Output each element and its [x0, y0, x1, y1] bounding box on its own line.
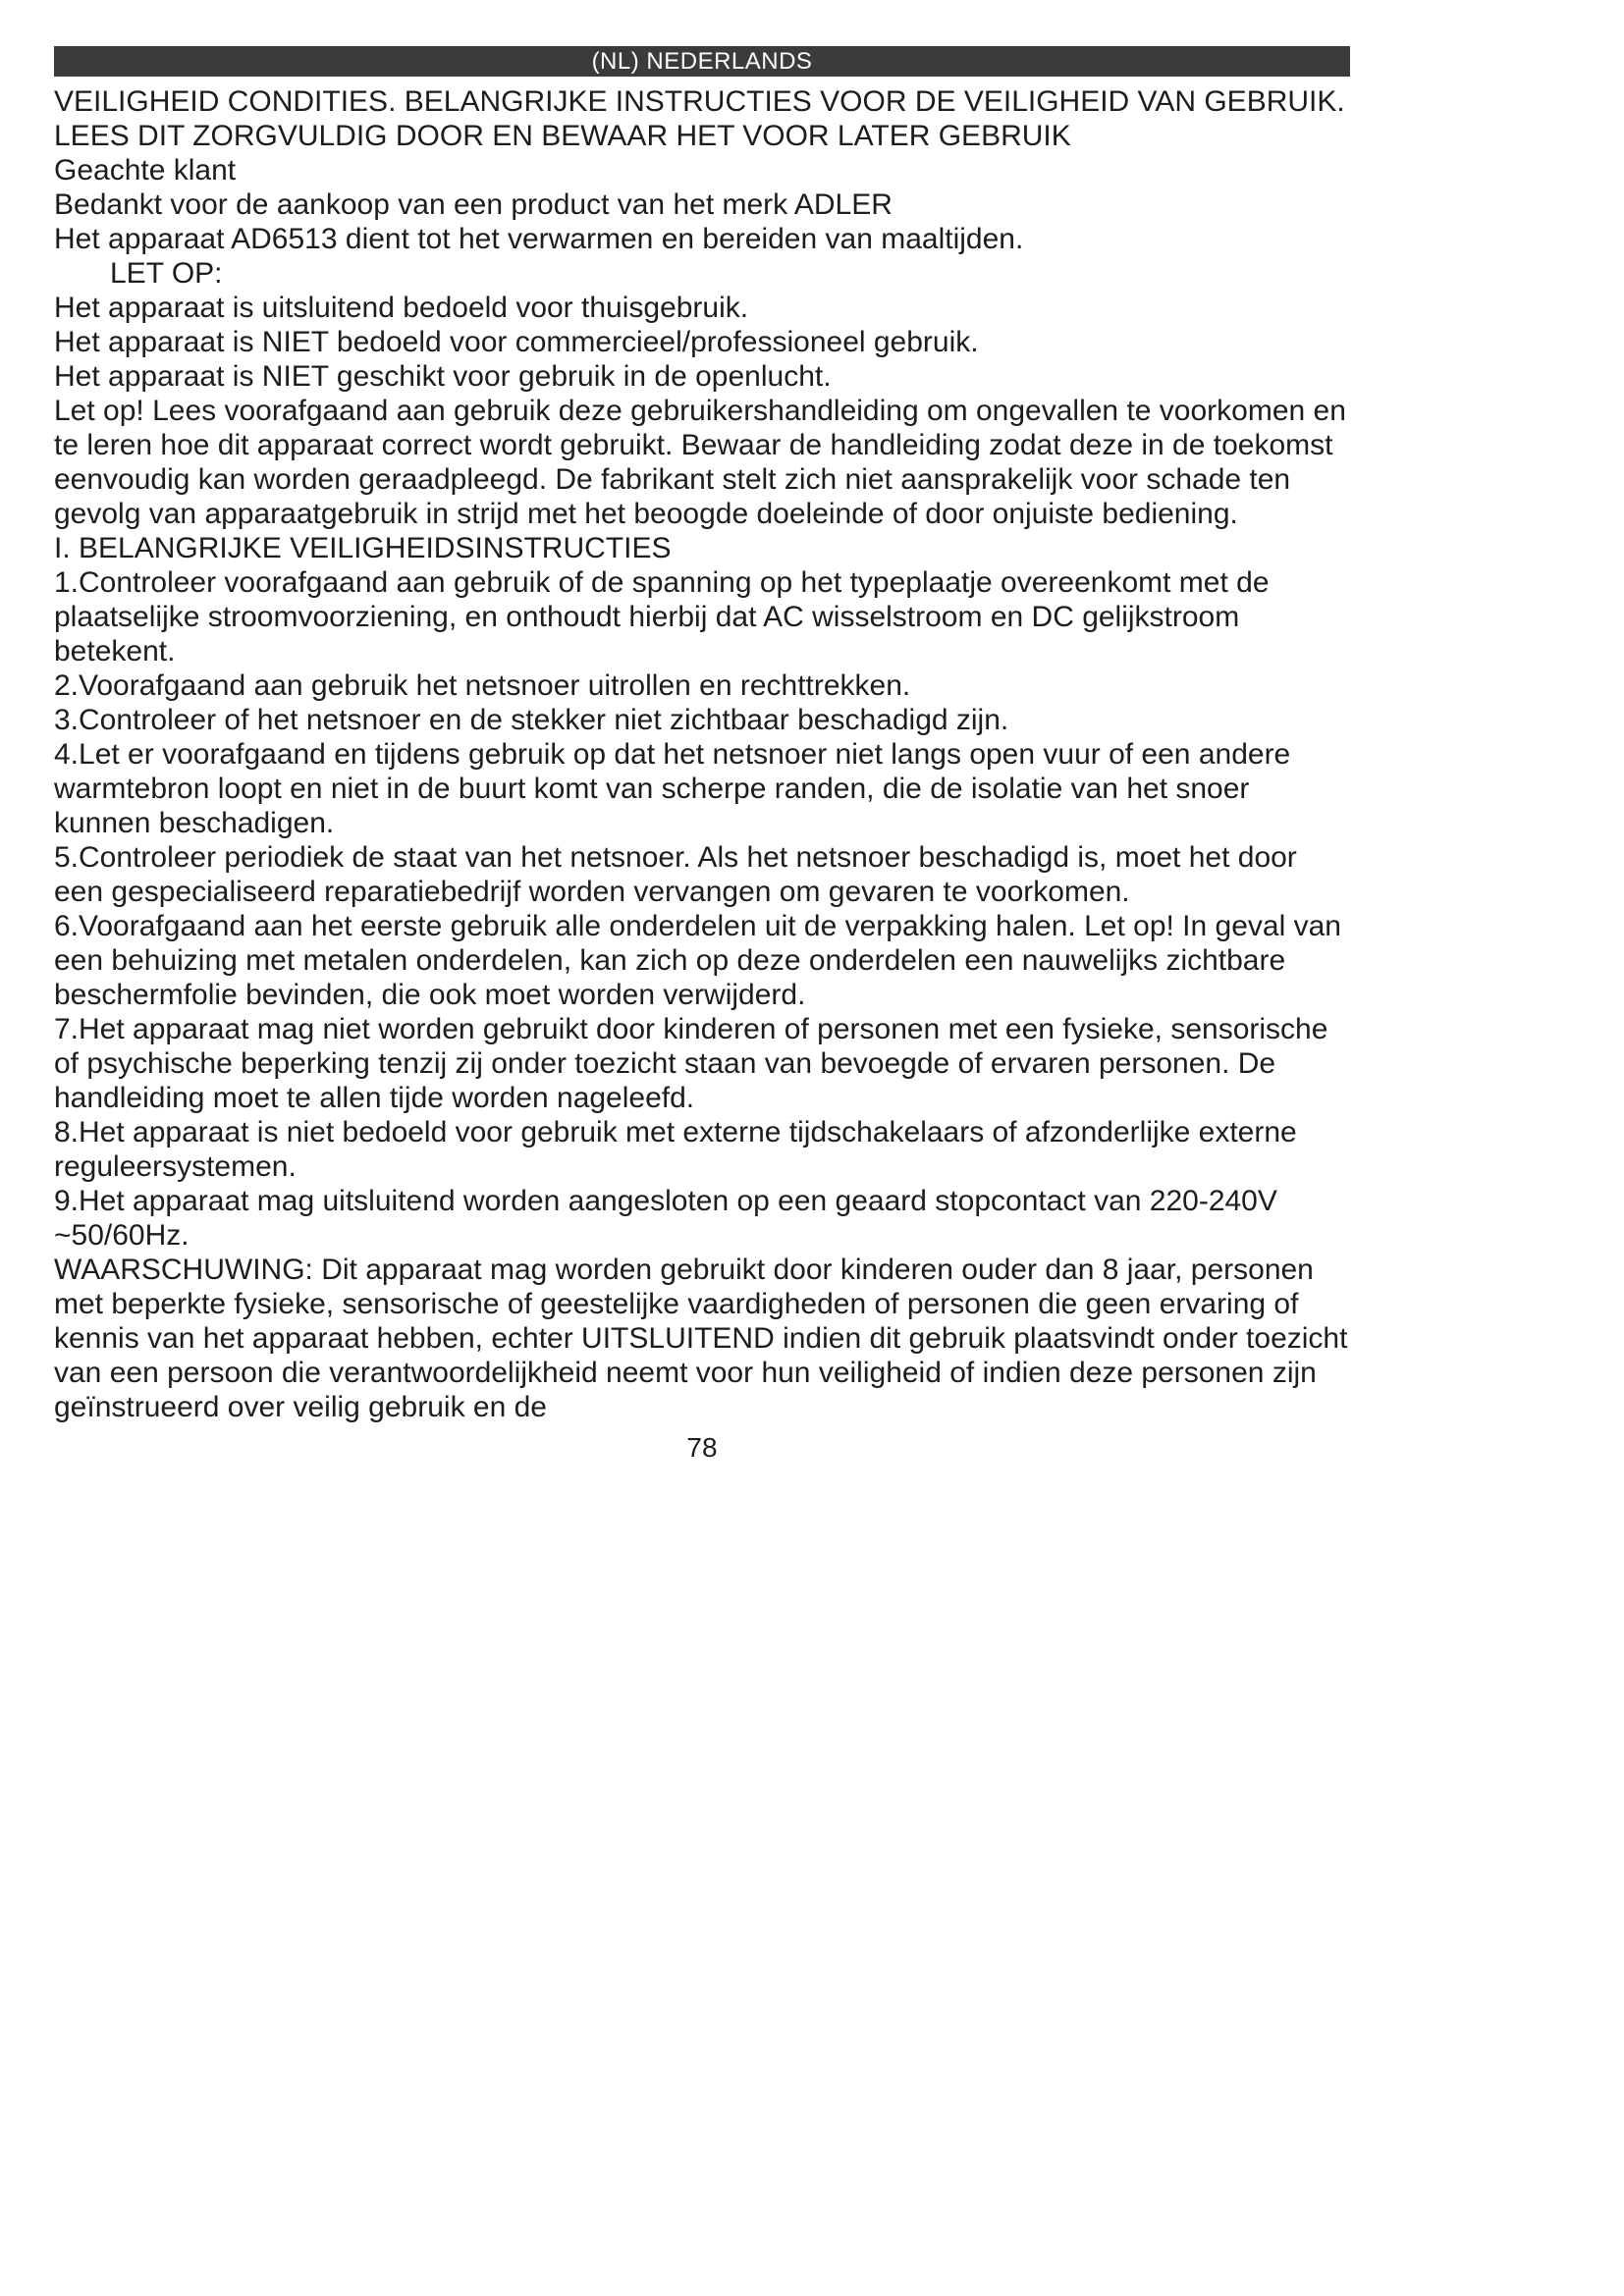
document-body — [54, 84, 1350, 1424]
attention-heading: LET OP: — [110, 257, 223, 290]
instruction-9: 9.Het apparaat mag uitsluitend worden aangesloten op een geaard stopcontact van 220-240V ~50/60Hz. — [54, 1185, 1277, 1252]
usage-warning-paragraph: Let op! Lees voorafgaand aan gebruik deze gebruikershandleiding om ongevallen te voorkomen en te leren hoe dit apparaat correct wordt gebruikt. Bewaar de handleiding zodat deze in de toekomst eenvoudig kan worden geraadpleegd. De fabrikant stelt zich niet aansprakelijk voor schade ten gevolg van apparaatgebruik in strijd met het beoogde doeleinde of door onjuiste bediening. — [54, 395, 1346, 530]
warning-paragraph: WAARSCHUWING: Dit apparaat mag worden gebruikt door kinderen ouder dan 8 jaar, personen met beperkte fysieke, sensorische of geestelijke vaardigheden of personen die geen ervaring of kennis van het apparaat hebben, echter UITSLUITEND indien dit gebruik plaatsvindt onder toezicht van een persoon die verantwoordelijkheid neemt voor hun veiligheid of indien deze personen zijn geïnstrueerd over veilig gebruik en de — [54, 1254, 1348, 1423]
section-heading-safety-instructions: I. BELANGRIJKE VEILIGHEIDSINSTRUCTIES — [54, 532, 672, 564]
instruction-7: 7.Het apparaat mag niet worden gebruikt door kinderen of personen met een fysieke, sensorische of psychische beperking tenzij zij onder toezicht staan van bevoegde of ervaren personen. De handleiding moet te allen tijde worden nageleefd. — [54, 1013, 1328, 1114]
language-banner-label: (NL) NEDERLANDS — [591, 47, 813, 75]
note-not-commercial: Het apparaat is NIET bedoeld voor commercieel/professioneel gebruik. — [54, 326, 979, 358]
thanks-line: Bedankt voor de aankoop van een product van het merk ADLER — [54, 188, 893, 221]
page-number: 78 — [686, 1432, 718, 1463]
note-not-outdoor: Het apparaat is NIET geschikt voor gebruik in de openlucht. — [54, 360, 832, 393]
instruction-4: 4.Let er voorafgaand en tijdens gebruik op dat het netsnoer niet langs open vuur of een andere warmtebron loopt en niet in de buurt komt van scherpe randen, die de isolatie van het snoer kunnen beschadigen. — [54, 738, 1291, 839]
instruction-8: 8.Het apparaat is niet bedoeld voor gebruik met externe tijdschakelaars of afzonderlijke externe reguleersystemen. — [54, 1116, 1297, 1183]
language-banner — [54, 46, 1350, 77]
instruction-6: 6.Voorafgaand aan het eerste gebruik alle onderdelen uit de verpakking halen. Let op! In geval van een behuizing met metalen onderdelen, kan zich op deze onderdelen een nauwelijks zichtbare beschermfolie bevinden, die ook moet worden verwijderd. — [54, 910, 1341, 1011]
instruction-3: 3.Controleer of het netsnoer en de stekker niet zichtbaar beschadigd zijn. — [54, 704, 1009, 736]
note-home-use: Het apparaat is uitsluitend bedoeld voor thuisgebruik. — [54, 292, 749, 324]
text-column — [54, 46, 1350, 1465]
salutation: Geachte klant — [54, 154, 237, 187]
device-purpose: Het apparaat AD6513 dient tot het verwarmen en bereiden van maaltijden. — [54, 223, 1024, 255]
instruction-5: 5.Controleer periodiek de staat van het netsnoer. Als het netsnoer beschadigd is, moet het door een gespecialiseerd reparatiebedrijf worden vervangen om gevaren te voorkomen. — [54, 841, 1297, 908]
safety-title: VEILIGHEID CONDITIES. BELANGRIJKE INSTRUCTIES VOOR DE VEILIGHEID VAN GEBRUIK. LEES DIT ZORGVULDIG DOOR EN BEWAAR HET VOOR LATER GEBRUIK — [54, 85, 1345, 152]
instruction-1: 1.Controleer voorafgaand aan gebruik of de spanning op het typeplaatje overeenkomt met de plaatselijke stroomvoorziening, en onthoudt hierbij dat AC wisselstroom en DC gelijkstroom betekent. — [54, 566, 1270, 667]
instruction-2: 2.Voorafgaand aan gebruik het netsnoer uitrollen en rechttrekken. — [54, 669, 911, 702]
